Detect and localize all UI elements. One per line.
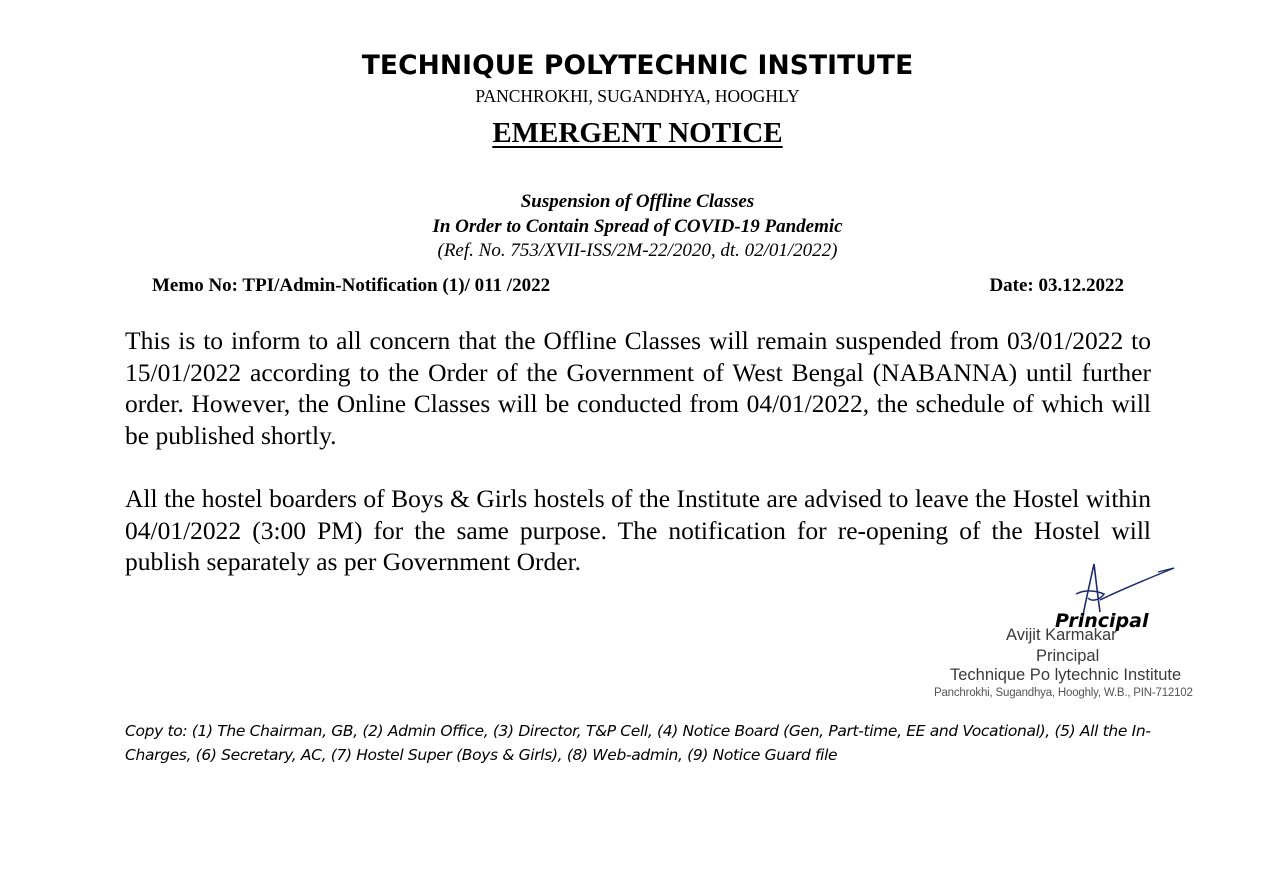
signature-label: Principal — [1055, 610, 1149, 632]
memo-number: Memo No: TPI/Admin-Notification (1)/ 011 /2022 — [152, 275, 551, 296]
subject-line-2: In Order to Contain Spread of COVID-19 Pandemic — [432, 216, 843, 237]
notice-date: Date: 03.12.2022 — [989, 275, 1124, 296]
subject-line-1: Suspension of Offline Classes — [520, 191, 755, 212]
stamp-institute: Technique Po lytechnic Institute — [950, 666, 1182, 684]
notice-title: EMERGENT NOTICE — [492, 117, 783, 149]
body-paragraph-1: This is to inform to all concern that the Offline Classes will remain suspended from 03/01/2022 to 15/01/2022 according to the Order of the Government of West Bengal (NABANNA) until further order. However, the Online Classes will be conducted from 04/01/2022, the schedule of which will be published shortly. — [125, 326, 1151, 450]
stamp-role: Principal — [1036, 647, 1100, 665]
notice-title-wrap — [0, 117, 1275, 150]
subject-reference: (Ref. No. 753/XVII-ISS/2M-22/2020, dt. 02/01/2022) — [437, 240, 838, 261]
institute-name: TECHNIQUE POLYTECHNIC INSTITUTE — [361, 50, 914, 81]
stamp-address: Panchrokhi, Sugandhya, Hooghly, W.B., PIN-712102 — [934, 687, 1193, 699]
body-paragraph-2: All the hostel boarders of Boys & Girls hostels of the Institute are advised to leave the Hostel within 04/01/2022 (3:00 PM) for the same purpose. The notification for re-opening of the Hostel will publish separately as per Government Order. — [125, 484, 1151, 576]
copy-to-list: Copy to: (1) The Chairman, GB, (2) Admin Office, (3) Director, T&P Cell, (4) Notice Board (Gen, Part-time, EE and Vocational), (5) All the In-Charges, (6) Secretary, AC, (7) Hostel Super (Boys & Girls), (8) Web-admin, (9) Notice Guard file — [125, 722, 1151, 764]
institute-address: PANCHROKHI, SUGANDHYA, HOOGHLY — [475, 86, 800, 106]
stamp-name: Avijit Karmakar — [1006, 626, 1117, 644]
